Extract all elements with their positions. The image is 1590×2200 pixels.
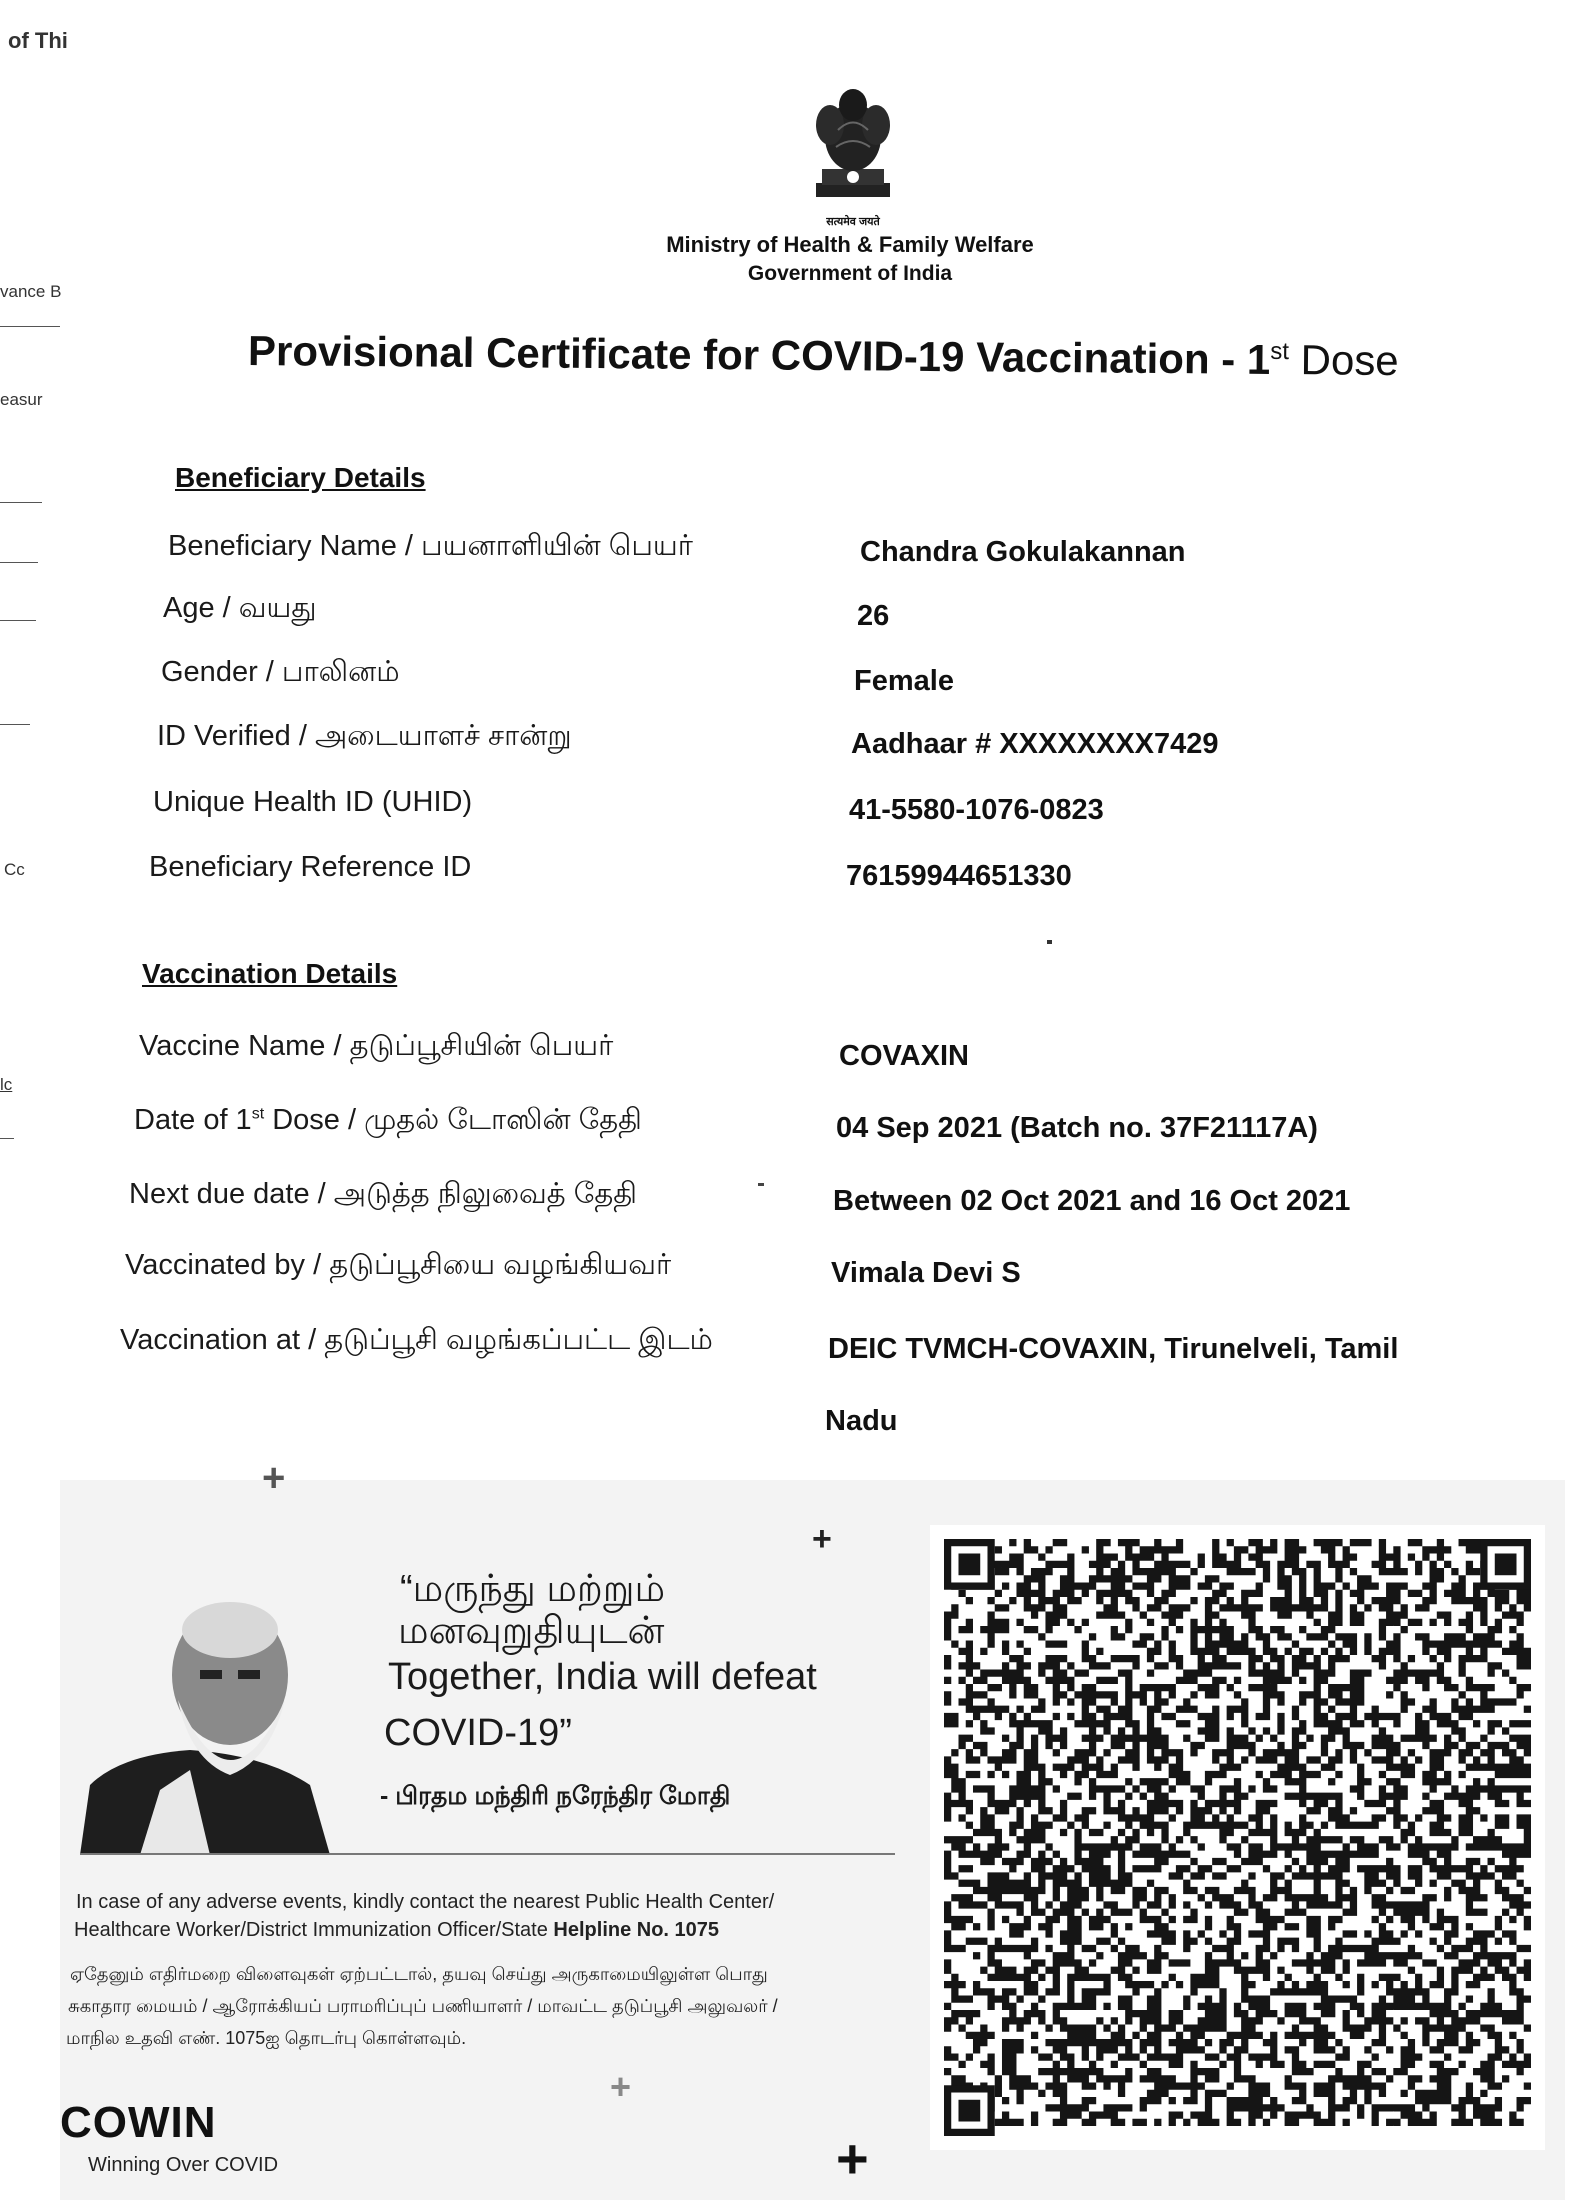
ministry-name: Ministry of Health & Family Welfare [666, 232, 1034, 257]
quote-tamil-2: மனவுறுதியுடன் [398, 1610, 665, 1652]
vaccinated-by-label: Vaccinated by / தடுப்பூசியை வழங்கியவர் [125, 1249, 672, 1281]
cowin-logo: COWIN [60, 2098, 217, 2147]
national-emblem [808, 85, 898, 228]
qr-finder-pattern [958, 2100, 980, 2122]
plus-mark-icon: + [262, 1456, 286, 1500]
adverse-notice-en-2 [74, 1916, 719, 1944]
adverse-notice-en-2-text: Healthcare Worker/District Immunization Officer/State [74, 1919, 554, 1941]
emblem-icon [808, 85, 898, 215]
id-verified-value: Aadhaar # XXXXXXXX7429 [851, 728, 1219, 760]
vaccine-name-value: COVAXIN [839, 1040, 969, 1072]
gender-value: Female [854, 665, 954, 697]
beneficiary-name-label: Beneficiary Name / பயனாளியின் பெயர் [168, 530, 693, 562]
adverse-notice-en-1: In case of any adverse events, kindly contact the nearest Public Health Center/ [76, 1891, 775, 1913]
qr-code-icon [930, 1525, 1545, 2150]
qr-finder-pattern [1495, 1553, 1517, 1575]
footer-divider [80, 1853, 895, 1855]
edge-line [0, 562, 38, 563]
uhid-value: 41-5580-1076-0823 [849, 794, 1104, 826]
beneficiary-name-value: Chandra Gokulakannan [860, 536, 1186, 568]
vaccination-heading: Vaccination Details [142, 958, 398, 989]
dose-date-label-a: Date of 1 [134, 1104, 252, 1136]
portrait-photo [80, 1590, 330, 1855]
portrait-icon [80, 1590, 330, 1855]
edge-line [0, 1138, 14, 1139]
edge-fragment-1: vance B [0, 282, 62, 301]
title-main: Provisional Certificate for COVID-19 Vaccination - 1 [247, 326, 1271, 383]
plus-mark-icon: + [812, 1520, 832, 1558]
adverse-notice-ta-1: ஏதேனும் எதிர்மறை விளைவுகள் ஏற்பட்டால், தயவு செய்து அருகாமையிலுள்ள பொது [70, 1964, 768, 1984]
certificate-title [248, 327, 1399, 385]
vaccine-name-label: Vaccine Name / தடுப்பூசியின் பெயர் [139, 1030, 614, 1062]
dose-date-value: 04 Sep 2021 (Batch no. 37F21117A) [836, 1112, 1318, 1144]
plus-mark-icon: + [610, 2066, 632, 2107]
government-name: Government of India [747, 262, 953, 285]
edge-fragment-4: lc [0, 1075, 13, 1094]
uhid-label: Unique Health ID (UHID) [153, 786, 473, 818]
age-value: 26 [857, 600, 890, 632]
edge-fragment-3: Cc [4, 860, 25, 879]
emblem-motto: सत्यमेव जयते [826, 216, 880, 228]
edge-line [0, 620, 36, 621]
gender-label: Gender / பாலினம் [161, 656, 400, 688]
dose-date-label-sup: st [251, 1105, 265, 1123]
quote-english-1: Together, India will defeat [388, 1656, 817, 1698]
plus-mark-icon: + [836, 2127, 869, 2190]
vaccination-at-value: DEIC TVMCH-COVAXIN, Tirunelveli, Tamil [828, 1333, 1399, 1365]
beneficiary-heading: Beneficiary Details [175, 462, 426, 493]
edge-fragment-2: easur [0, 390, 43, 409]
id-verified-label: ID Verified / அடையாளச் சான்று [157, 720, 572, 752]
title-dose: Dose [1300, 336, 1399, 385]
title-sup: st [1270, 337, 1290, 366]
dose-date-label [134, 1104, 642, 1140]
adverse-notice-ta-3: மாநில உதவி எண். 1075ஐ தொடர்பு கொள்ளவும். [66, 2028, 467, 2048]
edge-fragment-top: of Thi [8, 28, 68, 53]
quote-attribution: - பிரதம மந்திரி நரேந்திர மோதி [380, 1782, 731, 1810]
dose-date-label-b: Dose / முதல் டோஸின் தேதி [264, 1104, 642, 1136]
vaccination-at-value-line2: Nadu [825, 1405, 898, 1437]
adverse-notice-ta-2: சுகாதார மையம் / ஆரோக்கியப் பராமரிப்புப் பணியாளர் / மாவட்ட தடுப்பூசி அலுவலர் / [68, 1996, 778, 2016]
speck [758, 1183, 764, 1186]
edge-line [0, 502, 42, 503]
reference-id-label: Beneficiary Reference ID [149, 851, 472, 883]
helpline-number: Helpline No. 1075 [553, 1919, 720, 1941]
edge-line [0, 724, 30, 725]
next-due-label: Next due date / அடுத்த நிலுவைத் தேதி [129, 1178, 637, 1210]
age-label: Age / வயது [163, 592, 317, 624]
quote-english-2: COVID-19” [384, 1712, 572, 1754]
quote-tamil-1: “மருந்து மற்றும் [400, 1568, 666, 1610]
speck [1047, 940, 1052, 944]
edge-line [0, 326, 60, 327]
vaccination-at-label: Vaccination at / தடுப்பூசி வழங்கப்பட்ட இடம் [120, 1324, 713, 1356]
qr-code [930, 1525, 1545, 2150]
vaccinated-by-value: Vimala Devi S [831, 1257, 1021, 1289]
reference-id-value: 76159944651330 [846, 860, 1072, 892]
qr-finder-pattern [958, 1553, 980, 1575]
cowin-tagline: Winning Over COVID [88, 2154, 279, 2176]
next-due-value: Between 02 Oct 2021 and 16 Oct 2021 [833, 1185, 1351, 1217]
